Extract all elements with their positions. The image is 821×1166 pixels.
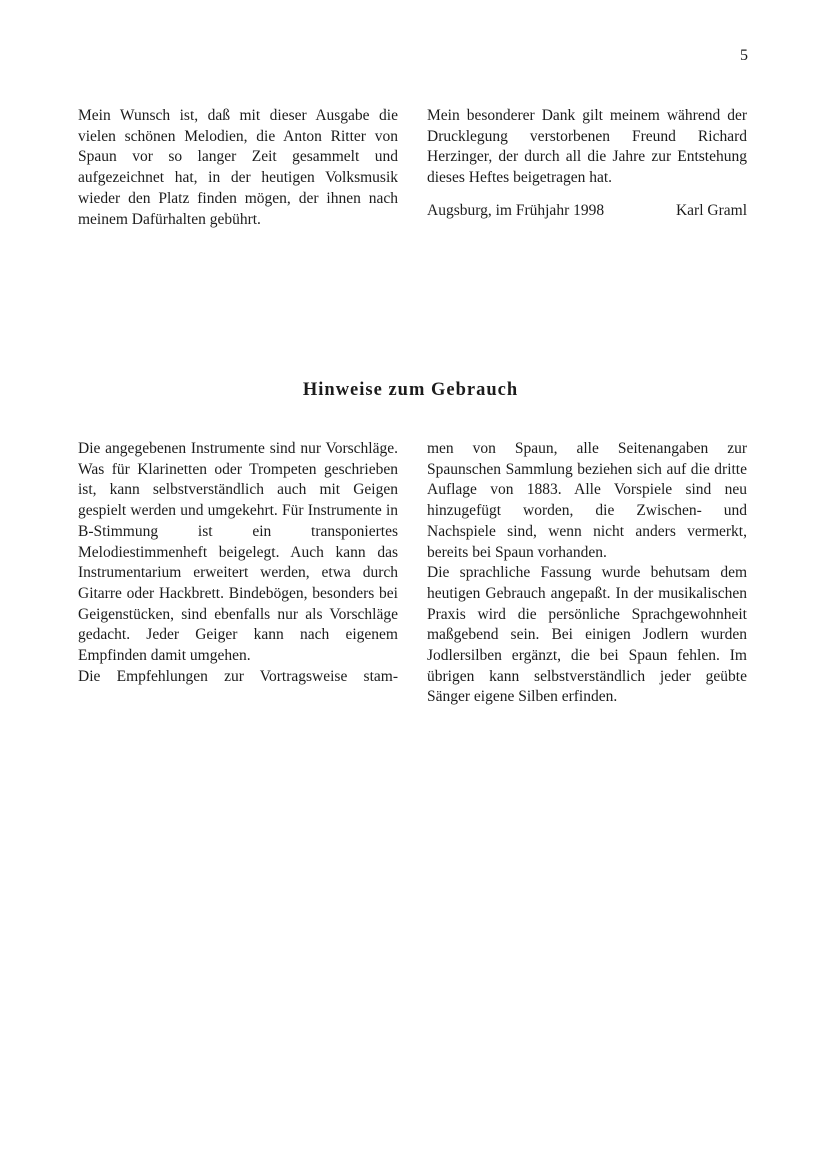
language-paragraph: Die sprachliche Fassung wurde behutsam dem heutigen Gebrauch angepaßt. In der musikalischen Praxis wird die persönliche Sprachgewohnheit maßgebend sein. Bei einigen Jodlern wurden Jodlersilben ergänzt, die bei Spaun fehlen. Im übrigen kann selbstverständlich jeder geübte Sänger eigene Silben erfinden. [427, 564, 747, 706]
section-left-column [78, 439, 398, 687]
recommendations-paragraph-end: men von Spaun, alle Seitenangaben zur Spaunschen Sammlung beziehen sich auf die dritte Auflage von 1883. Alle Vorspiele sind neu hinzugefügt worden, die Zwischen- und Nachspiele sind, wenn nicht anders vermerkt, bereits bei Spaun vorhanden. [427, 440, 747, 561]
instruments-paragraph: Die angegebenen Instrumente sind nur Vorschläge. Was für Klarinetten oder Trompeten geschrieben ist, kann selbstverständlich auch mit Geigen gespielt werden und umgekehrt. Für Instrumente in B-Stimmung ist ein transponiertes Melodiestimmenheft beigelegt. Auch kann das Instrumentarium erweitert werden, etwa durch Gitarre oder Hackbrett. Bindebögen, besonders bei Geigenstücken, sind ebenfalls nur als Vorschläge gedacht. Jeder Geiger kann nach eigenem Empfinden damit umgehen. [78, 440, 398, 665]
author-name: Karl Graml [675, 201, 747, 219]
place-date: Augsburg, im Frühjahr 1998 [427, 201, 605, 219]
section-right-column [427, 439, 747, 708]
section-heading: Hinweise zum Gebrauch [302, 380, 519, 400]
signature-line [427, 201, 747, 222]
intro-left-column [78, 106, 398, 230]
recommendations-paragraph-start: Die Empfehlungen zur Vortragsweise stam- [78, 667, 398, 685]
intro-wish-paragraph: Mein Wunsch ist, daß mit dieser Ausgabe die vielen schönen Melodien, die Anton Ritter von Spaun vor so langer Zeit gesammelt und aufgezeichnet hat, in der heutigen Volksmusik wieder den Platz finden mögen, der ihnen nach meinem Dafürhalten gebührt. [78, 107, 398, 228]
intro-thanks-paragraph: Mein besonderer Dank gilt meinem während der Drucklegung verstorbenen Freund Richard Herzinger, der durch all die Jahre zur Entstehung dieses Heftes beigetragen hat. [427, 107, 747, 187]
intro-right-column [427, 106, 747, 222]
page-number: 5 [740, 47, 748, 64]
